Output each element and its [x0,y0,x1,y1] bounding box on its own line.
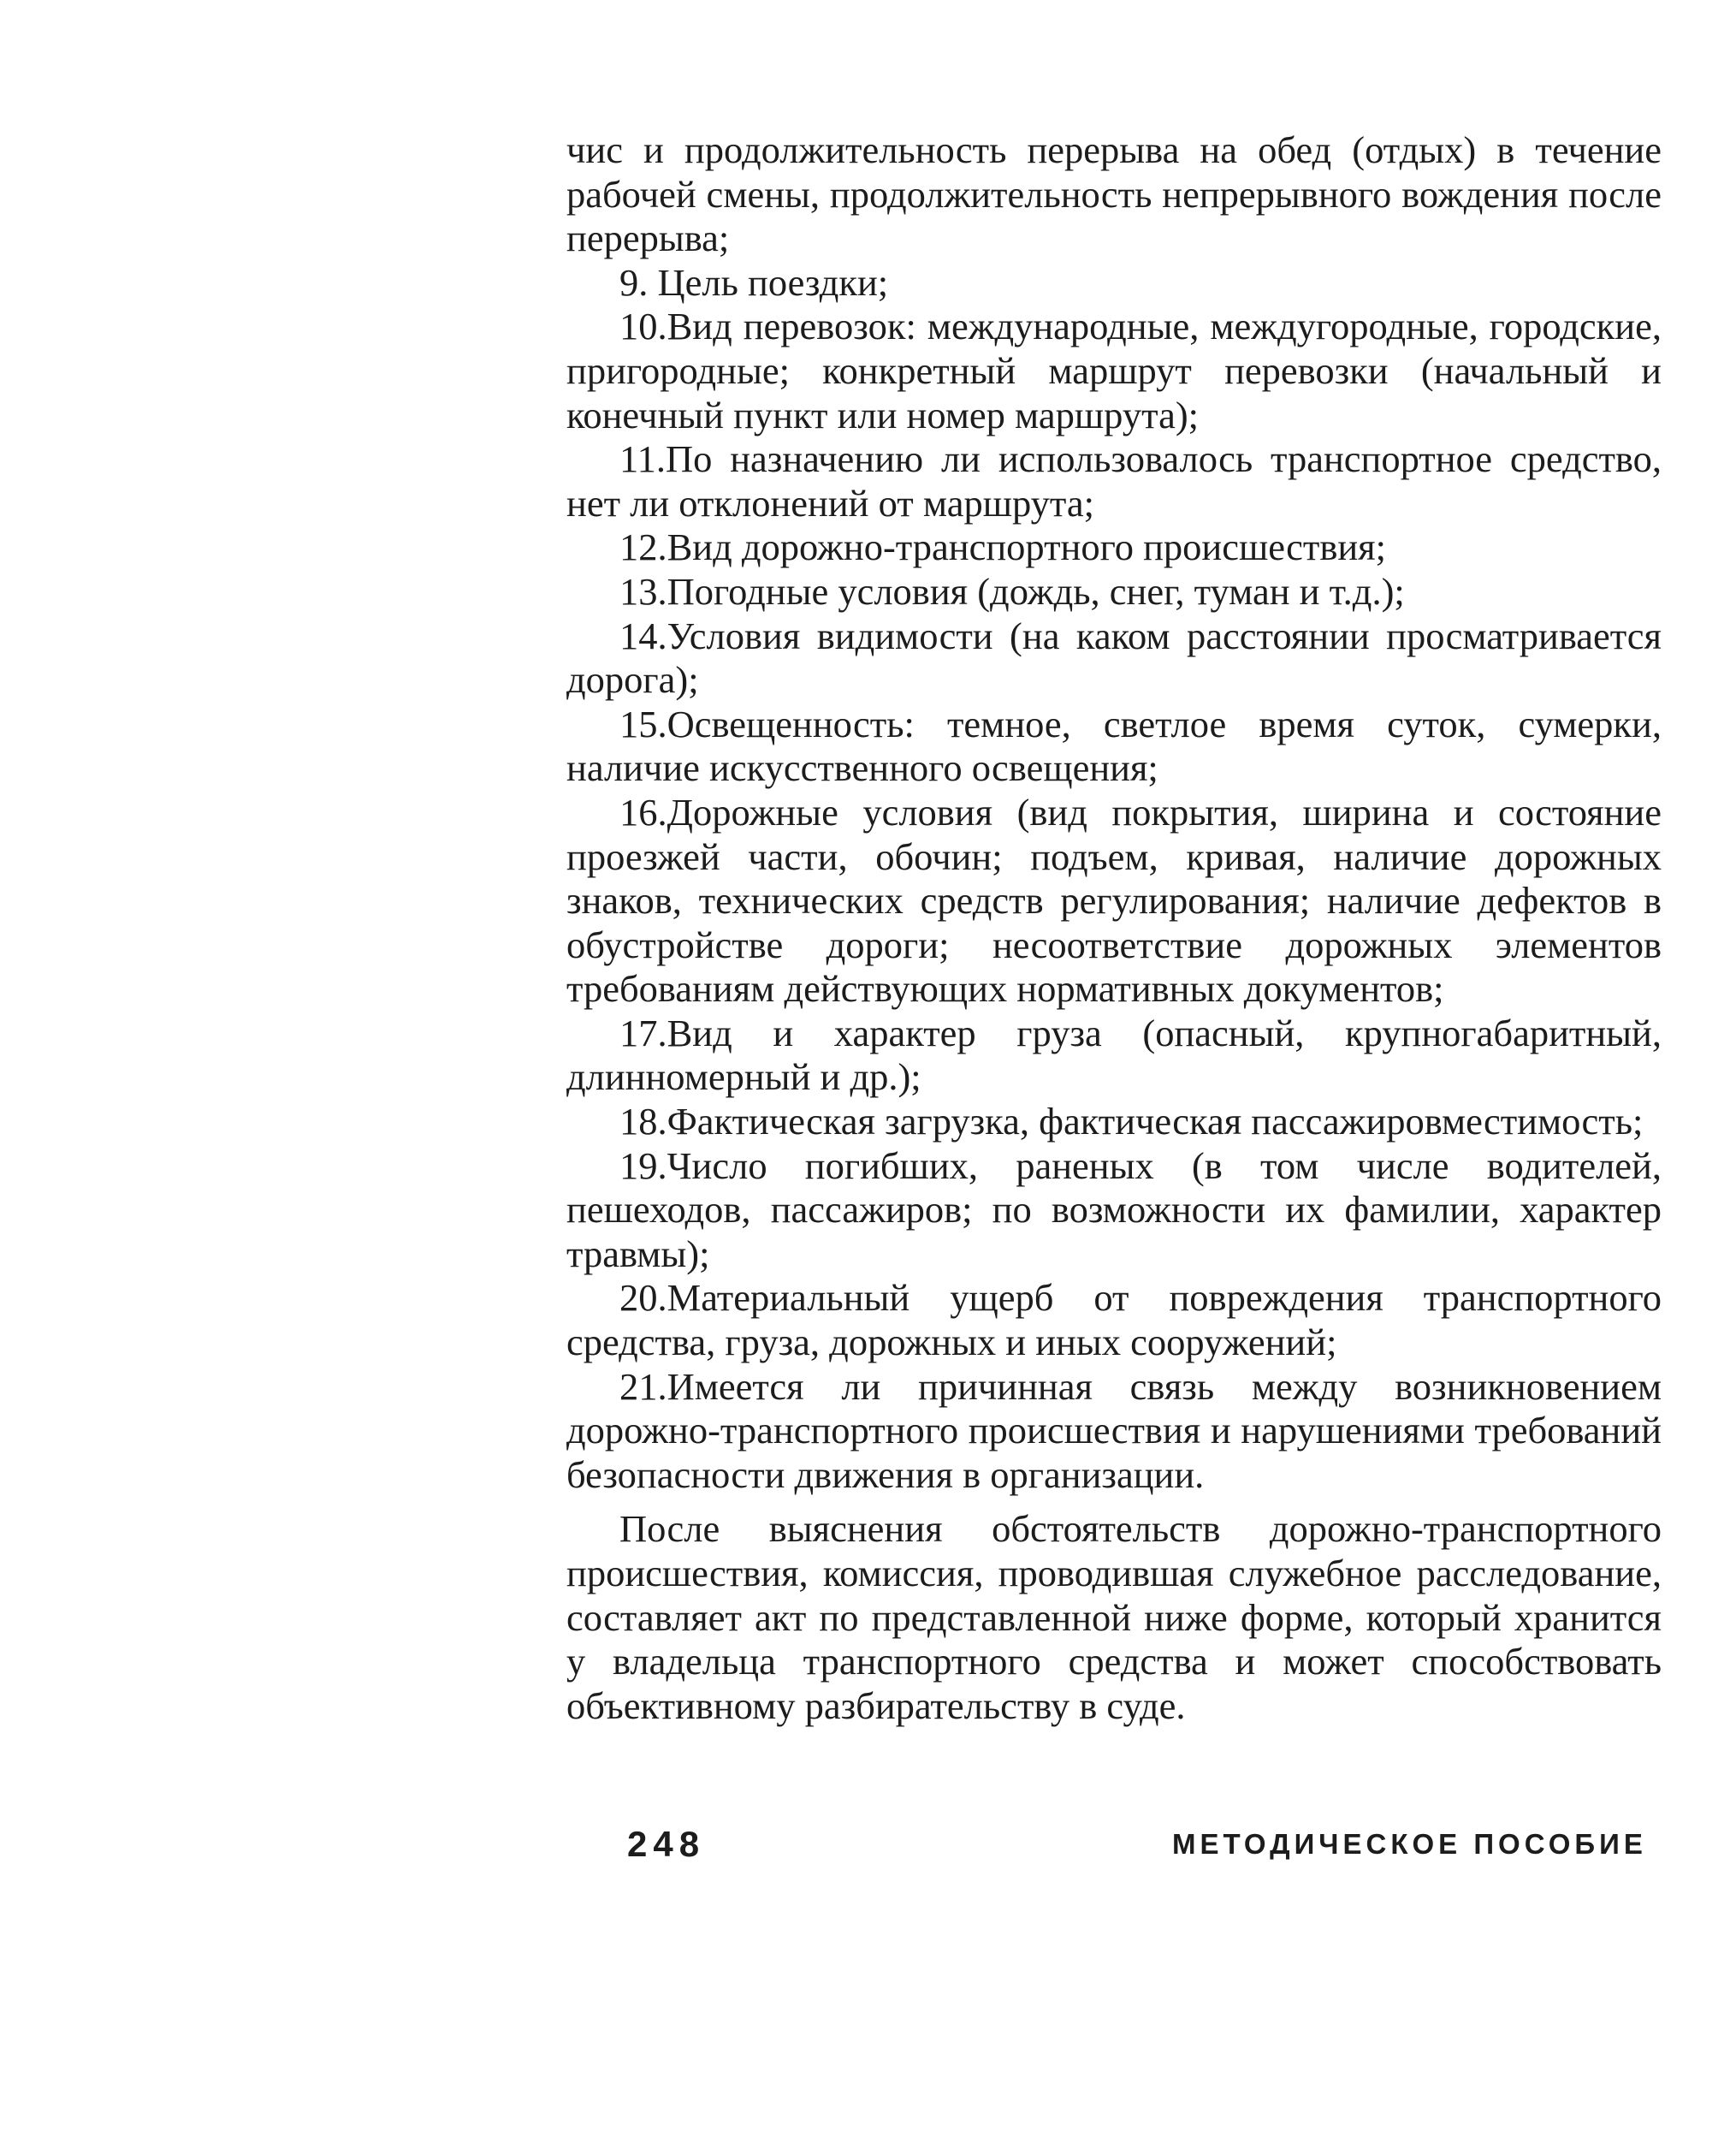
list-item-13: 13.Погодные условия (дождь, снег, туман и т.д.); [619,569,1405,613]
page-number: 248 [627,1824,706,1864]
list-item-17: 17.Вид и характер груза (опасный, крупногабаритный, длинномерный и др.); [566,1011,1662,1099]
list-item-14: 14.Условия видимости (на каком расстоянии просматривается дорога); [566,614,1662,702]
list-item-16: 16.Дорожные условия (вид покрытия, ширина и состояние проезжей части, обочин; подъем, кривая, наличие дорожных знаков, технических средств регулирования; наличие дефектов в обустройстве дороги; несоответствие дорожных элементов требованиям действующих нормативных документов; [566,790,1662,1011]
list-item-12: 12.Вид дорожно-транспортного происшествия; [619,525,1386,569]
lead-paragraph: чис и продолжительность перерыва на обед (отдых) в течение рабочей смены, продолжительность непрерывного вождения после перерыва; [566,128,1662,260]
list-item-10: 10.Вид перевозок: международные, междугородные, городские, пригородные; конкретный маршрут перевозки (начальный и конечный пункт или номер маршрута); [566,305,1662,436]
list-item-21: 21.Имеется ли причинная связь между возникновением дорожно-транспортного происшествия и нарушениями требований безопасности движения в организации. [566,1364,1662,1496]
body-text [566,128,1662,1728]
list-item-18: 18.Фактическая загрузка, фактическая пассажировместимость; [619,1100,1644,1143]
list-item-15: 15.Освещенность: темное, светлое время суток, сумерки, наличие искусственного освещения; [566,702,1662,790]
list-item-9: 9. Цель поездки; [619,260,889,304]
running-title: МЕТОДИЧЕСКОЕ ПОСОБИЕ [1172,1828,1647,1860]
closing-paragraph: После выяснения обстоятельств дорожно-транспортного происшествия, комиссия, проводившая служебное расследование, составляет акт по представленной ниже форме, который хранится у владельца транспортного средства и может способствовать объективному разбирательству в суде. [566,1507,1662,1727]
list-item-20: 20.Материальный ущерб от повреждения транспортного средства, груза, дорожных и иных сооружений; [566,1276,1662,1364]
list-item-11: 11.По назначению ли использовалось транспортное средство, нет ли отклонений от маршрута; [566,437,1662,525]
list-item-19: 19.Число погибших, раненых (в том числе водителей, пешеходов, пассажиров; по возможности их фамилии, характер травмы); [566,1143,1662,1275]
